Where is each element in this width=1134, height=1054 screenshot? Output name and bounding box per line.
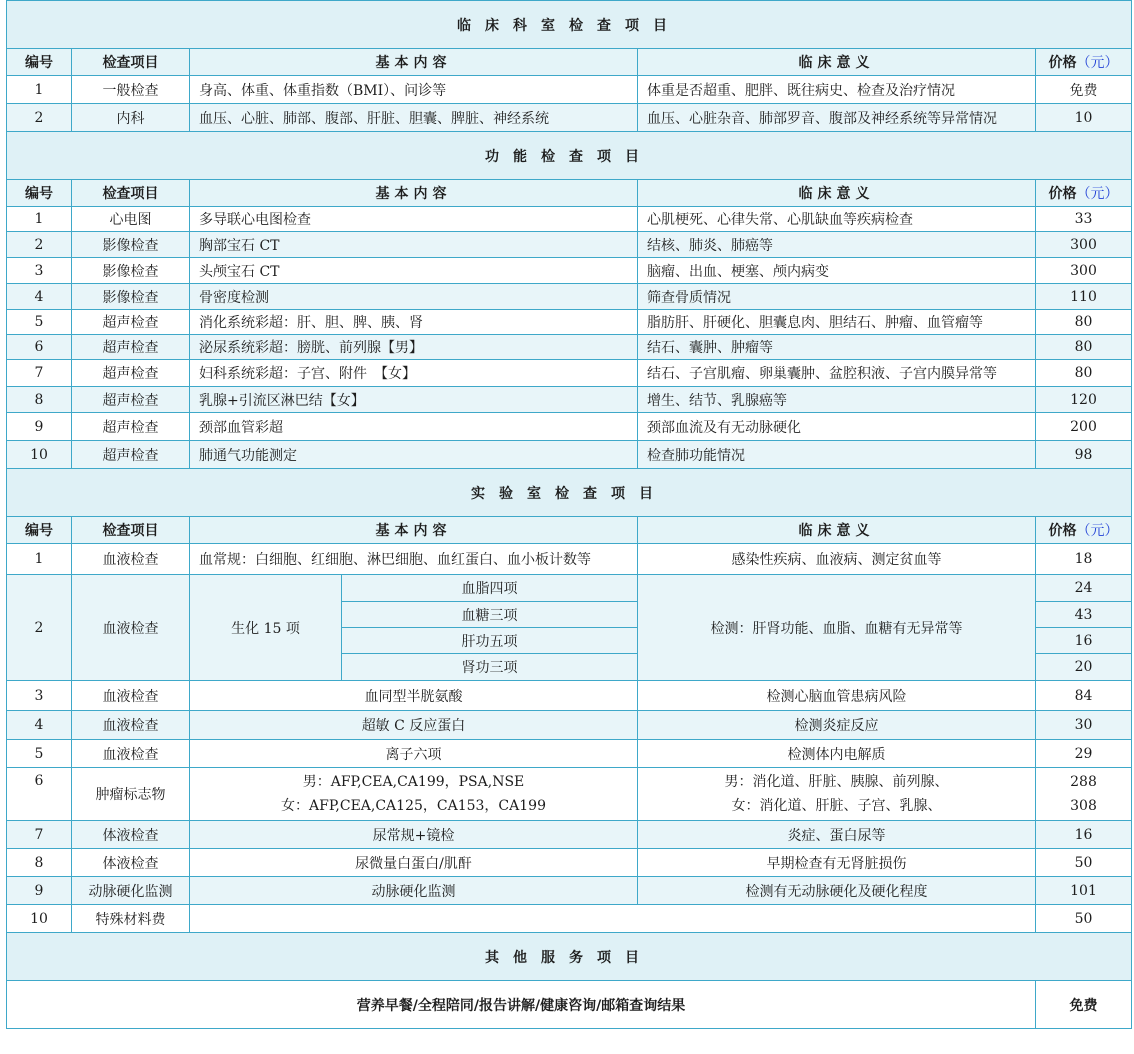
service-text: 营养早餐/全程陪同/报告讲解/健康咨询/邮箱查询结果	[7, 981, 1036, 1029]
table-row	[7, 207, 1132, 232]
row-price: 110	[1036, 284, 1132, 310]
row-num: 8	[7, 387, 72, 413]
row-item: 特殊材料费	[72, 905, 190, 933]
section-title-row-other	[7, 933, 1132, 981]
table-row	[7, 821, 1132, 849]
biochem-group: 生化 15 项	[190, 575, 342, 681]
row-meaning: 结石、子宫肌瘤、卵巢囊肿、盆腔积液、子宫内膜异常等	[638, 360, 1036, 387]
row-item: 体液检查	[72, 849, 190, 877]
row-num: 7	[7, 821, 72, 849]
table-row	[7, 258, 1132, 284]
row-price: 200	[1036, 413, 1132, 441]
table-row	[7, 413, 1132, 441]
row-meaning: 结核、肺炎、肺癌等	[638, 232, 1036, 258]
row-item: 肿瘤标志物	[72, 768, 190, 821]
header-item: 检查项目	[72, 49, 190, 76]
row-price: 20	[1036, 654, 1132, 681]
row-meaning: 脂肪肝、肝硬化、胆囊息肉、胆结石、肿瘤、血管瘤等	[638, 310, 1036, 335]
meaning-female: 女：消化道、肝脏、子宫、乳腺、	[731, 798, 942, 814]
row-num: 4	[7, 284, 72, 310]
table-row	[7, 681, 1132, 711]
table-row	[7, 740, 1132, 768]
table-row	[7, 441, 1132, 469]
row-content: 妇科系统彩超：子宫、附件 【女】	[190, 360, 638, 387]
row-meaning: 早期检查有无肾脏损伤	[638, 849, 1036, 877]
service-price: 免费	[1036, 981, 1132, 1029]
row-item: 血液检查	[72, 681, 190, 711]
header-price-label: 价格	[1048, 523, 1077, 539]
row-price: 80	[1036, 335, 1132, 360]
row-item: 体液检查	[72, 821, 190, 849]
row-content	[190, 768, 638, 821]
header-meaning: 临床意义	[638, 180, 1036, 207]
header-row	[7, 517, 1132, 544]
section-title-clinical: 临床科室检查项目	[7, 1, 1132, 49]
section-title-functional: 功能检查项目	[7, 132, 1132, 180]
table-row	[7, 544, 1132, 575]
row-price: 98	[1036, 441, 1132, 469]
biochem-sub-item: 血糖三项	[342, 602, 638, 628]
row-content: 头颅宝石 CT	[190, 258, 638, 284]
header-meaning: 临床意义	[638, 517, 1036, 544]
row-content: 血同型半胱氨酸	[190, 681, 638, 711]
table-row	[7, 104, 1132, 132]
biochem-sub-item: 血脂四项	[342, 575, 638, 602]
row-price: 10	[1036, 104, 1132, 132]
row-content: 乳腺+引流区淋巴结【女】	[190, 387, 638, 413]
row-content: 离子六项	[190, 740, 638, 768]
row-meaning: 心肌梗死、心律失常、心肌缺血等疾病检查	[638, 207, 1036, 232]
row-price: 300	[1036, 258, 1132, 284]
header-price-unit: （元）	[1076, 55, 1119, 71]
row-content: 尿微量白蛋白/肌酐	[190, 849, 638, 877]
row-item: 血液检查	[72, 711, 190, 740]
table-row	[7, 768, 1132, 821]
row-price: 101	[1036, 877, 1132, 905]
header-num: 编号	[7, 180, 72, 207]
row-content: 多导联心电图检查	[190, 207, 638, 232]
row-price: 80	[1036, 310, 1132, 335]
row-meaning: 颈部血流及有无动脉硬化	[638, 413, 1036, 441]
row-item: 血液检查	[72, 544, 190, 575]
table-row	[7, 284, 1132, 310]
header-price	[1036, 517, 1132, 544]
row-content	[190, 905, 1036, 933]
header-content: 基本内容	[190, 49, 638, 76]
row-meaning: 血压、心脏杂音、肺部罗音、腹部及神经系统等异常情况	[638, 104, 1036, 132]
table-row	[7, 335, 1132, 360]
row-meaning: 检查肺功能情况	[638, 441, 1036, 469]
header-num: 编号	[7, 517, 72, 544]
row-content: 血压、心脏、肺部、腹部、肝脏、胆囊、脾脏、神经系统	[190, 104, 638, 132]
row-meaning: 脑瘤、出血、梗塞、颅内病变	[638, 258, 1036, 284]
row-num: 2	[7, 232, 72, 258]
row-item: 内科	[72, 104, 190, 132]
row-meaning: 体重是否超重、肥胖、既往病史、检查及治疗情况	[638, 76, 1036, 104]
header-price-unit: （元）	[1076, 186, 1119, 202]
row-item: 一般检查	[72, 76, 190, 104]
service-row	[7, 981, 1132, 1029]
content-female: 女：AFP,CEA,CA125，CA153，CA199	[281, 798, 546, 814]
header-price-label: 价格	[1048, 186, 1077, 202]
row-price: 84	[1036, 681, 1132, 711]
table-row	[7, 387, 1132, 413]
table-row	[7, 76, 1132, 104]
header-item: 检查项目	[72, 180, 190, 207]
row-item: 超声检查	[72, 335, 190, 360]
section-title-row-functional	[7, 132, 1132, 180]
row-content: 身高、体重、体重指数（BMI）、问诊等	[190, 76, 638, 104]
row-price: 30	[1036, 711, 1132, 740]
row-num: 10	[7, 441, 72, 469]
row-num: 1	[7, 207, 72, 232]
row-num: 2	[7, 575, 72, 681]
row-item: 超声检查	[72, 360, 190, 387]
table-row	[7, 575, 1132, 602]
row-num: 1	[7, 544, 72, 575]
header-row	[7, 180, 1132, 207]
row-meaning: 炎症、蛋白尿等	[638, 821, 1036, 849]
row-item: 超声检查	[72, 441, 190, 469]
row-meaning: 检测炎症反应	[638, 711, 1036, 740]
row-content: 胸部宝石 CT	[190, 232, 638, 258]
header-price	[1036, 49, 1132, 76]
row-num: 3	[7, 258, 72, 284]
row-num: 10	[7, 905, 72, 933]
header-row	[7, 49, 1132, 76]
row-num: 6	[7, 335, 72, 360]
section-title-laboratory: 实验室检查项目	[7, 469, 1132, 517]
meaning-male: 男：消化道、肝脏、胰腺、前列腺、	[724, 774, 949, 790]
row-meaning: 增生、结节、乳腺癌等	[638, 387, 1036, 413]
row-meaning: 感染性疾病、血液病、测定贫血等	[638, 544, 1036, 575]
row-price: 29	[1036, 740, 1132, 768]
row-meaning: 检测体内电解质	[638, 740, 1036, 768]
row-content: 肺通气功能测定	[190, 441, 638, 469]
row-item: 血液检查	[72, 740, 190, 768]
price-male: 288	[1070, 774, 1097, 790]
row-price: 33	[1036, 207, 1132, 232]
row-num: 6	[7, 768, 72, 821]
table-row	[7, 849, 1132, 877]
row-num: 1	[7, 76, 72, 104]
row-num: 9	[7, 877, 72, 905]
row-num: 2	[7, 104, 72, 132]
row-item: 影像检查	[72, 258, 190, 284]
row-item: 超声检查	[72, 387, 190, 413]
header-price-unit: （元）	[1076, 523, 1119, 539]
row-content: 颈部血管彩超	[190, 413, 638, 441]
header-meaning: 临床意义	[638, 49, 1036, 76]
row-price: 50	[1036, 849, 1132, 877]
exam-price-table	[6, 0, 1132, 1029]
price-female: 308	[1070, 798, 1097, 814]
row-content: 血常规：白细胞、红细胞、淋巴细胞、血红蛋白、血小板计数等	[190, 544, 638, 575]
row-item: 血液检查	[72, 575, 190, 681]
row-price: 18	[1036, 544, 1132, 575]
header-num: 编号	[7, 49, 72, 76]
row-meaning: 结石、囊肿、肿瘤等	[638, 335, 1036, 360]
header-content: 基本内容	[190, 517, 638, 544]
row-price	[1036, 768, 1132, 821]
row-price: 120	[1036, 387, 1132, 413]
row-item: 影像检查	[72, 284, 190, 310]
row-content: 动脉硬化监测	[190, 877, 638, 905]
row-item: 影像检查	[72, 232, 190, 258]
row-price: 16	[1036, 821, 1132, 849]
row-item: 动脉硬化监测	[72, 877, 190, 905]
table-row	[7, 711, 1132, 740]
table-row	[7, 905, 1132, 933]
row-num: 5	[7, 310, 72, 335]
header-item: 检查项目	[72, 517, 190, 544]
row-num: 5	[7, 740, 72, 768]
row-content: 超敏 C 反应蛋白	[190, 711, 638, 740]
row-price: 24	[1036, 575, 1132, 602]
row-price: 16	[1036, 628, 1132, 654]
section-title-other: 其他服务项目	[7, 933, 1132, 981]
row-content: 泌尿系统彩超：膀胱、前列腺【男】	[190, 335, 638, 360]
table-row	[7, 360, 1132, 387]
row-price: 43	[1036, 602, 1132, 628]
section-title-row-clinical	[7, 1, 1132, 49]
row-meaning: 检测：肝肾功能、血脂、血糖有无异常等	[638, 575, 1036, 681]
table-row	[7, 877, 1132, 905]
row-item: 心电图	[72, 207, 190, 232]
row-price: 300	[1036, 232, 1132, 258]
table-row	[7, 232, 1132, 258]
row-content: 消化系统彩超：肝、胆、脾、胰、肾	[190, 310, 638, 335]
row-content: 骨密度检测	[190, 284, 638, 310]
row-num: 3	[7, 681, 72, 711]
row-meaning	[638, 768, 1036, 821]
content-male: 男：AFP,CEA,CA199，PSA,NSE	[302, 774, 525, 790]
row-meaning: 筛查骨质情况	[638, 284, 1036, 310]
table-row	[7, 310, 1132, 335]
row-num: 4	[7, 711, 72, 740]
row-item: 超声检查	[72, 413, 190, 441]
row-content: 尿常规+镜检	[190, 821, 638, 849]
biochem-sub-item: 肝功五项	[342, 628, 638, 654]
biochem-sub-item: 肾功三项	[342, 654, 638, 681]
section-title-row-laboratory	[7, 469, 1132, 517]
row-item: 超声检查	[72, 310, 190, 335]
row-num: 9	[7, 413, 72, 441]
row-meaning: 检测有无动脉硬化及硬化程度	[638, 877, 1036, 905]
row-price: 80	[1036, 360, 1132, 387]
row-meaning: 检测心脑血管患病风险	[638, 681, 1036, 711]
header-price-label: 价格	[1048, 55, 1077, 71]
row-price: 免费	[1036, 76, 1132, 104]
row-num: 8	[7, 849, 72, 877]
row-price: 50	[1036, 905, 1132, 933]
header-content: 基本内容	[190, 180, 638, 207]
row-num: 7	[7, 360, 72, 387]
header-price	[1036, 180, 1132, 207]
